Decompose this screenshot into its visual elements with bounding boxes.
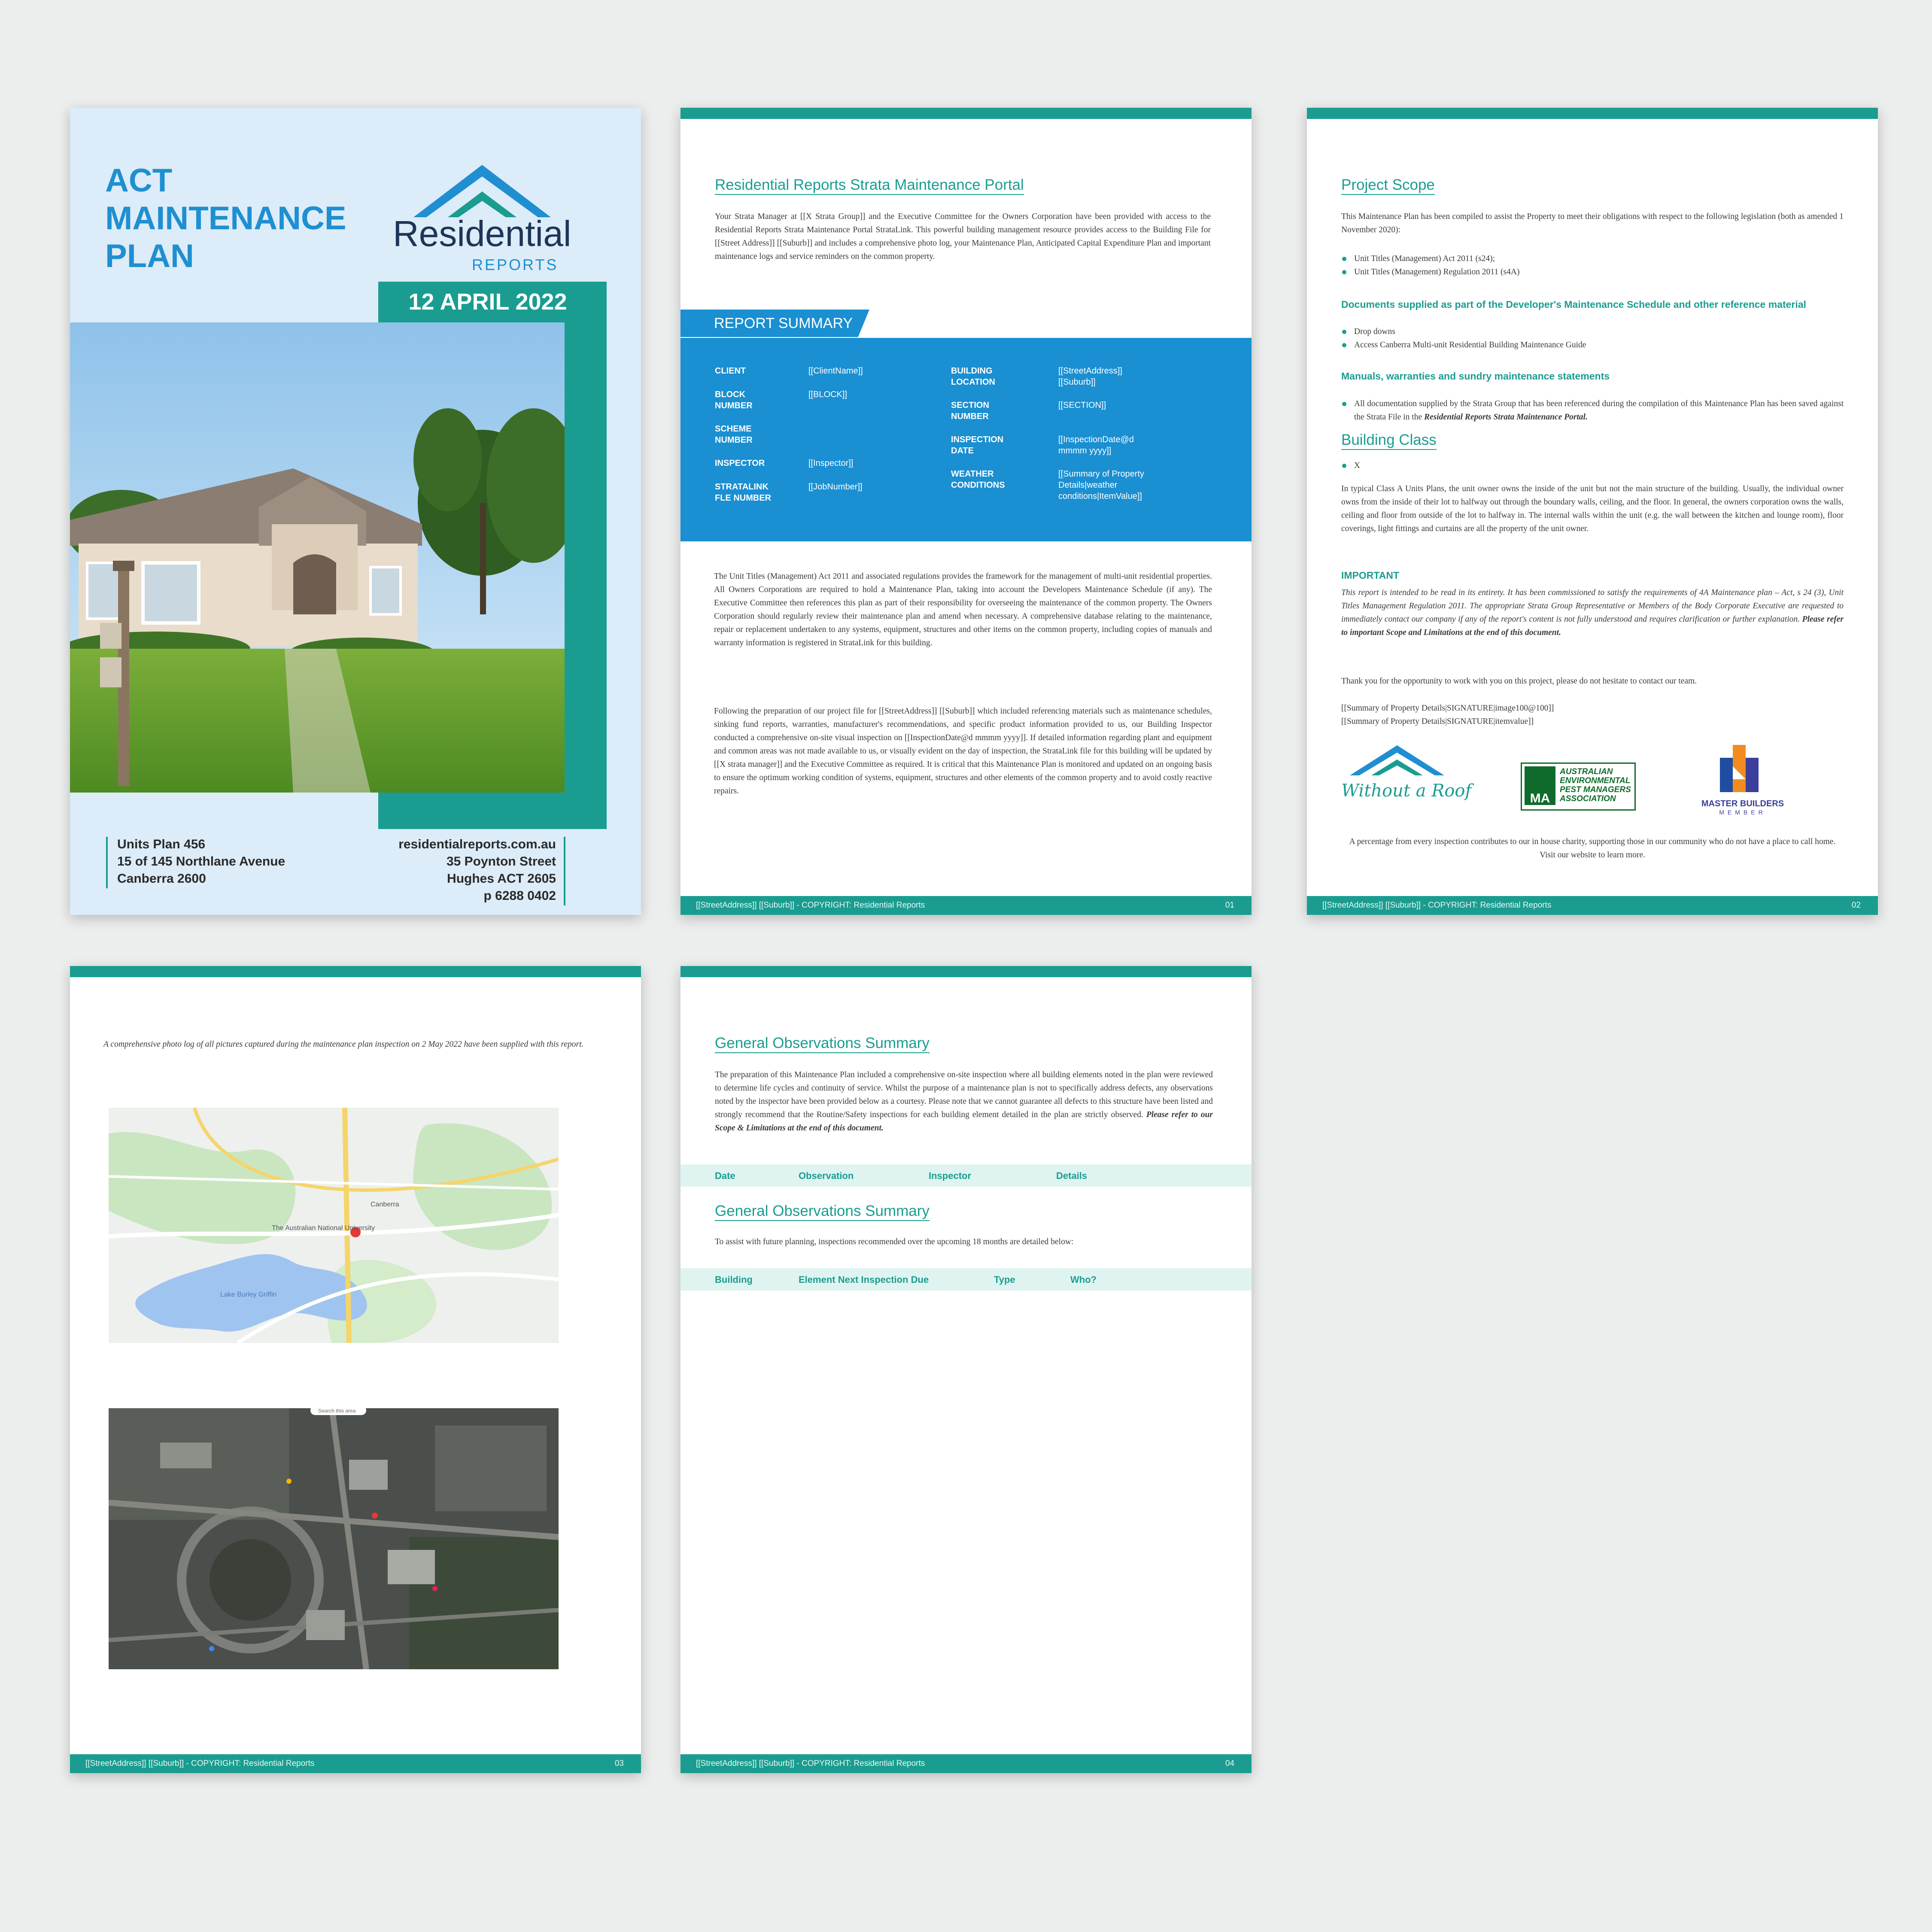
column-header: Building	[715, 1274, 753, 1285]
value-line: [[StreetAddress]]	[1058, 366, 1122, 376]
map-search-label[interactable]: Search this area	[318, 1408, 356, 1414]
cover-title-line: MAINTENANCE	[105, 200, 346, 237]
mb-line: MEMBER	[1719, 809, 1766, 816]
weather-value	[1058, 468, 1144, 502]
inspector-value: [[Inspector]]	[808, 459, 854, 468]
section-heading	[715, 1035, 930, 1052]
label-line: NUMBER	[715, 435, 753, 445]
label-line: LOCATION	[951, 377, 995, 387]
page-topbar	[70, 966, 641, 977]
building-class-bullet: X	[1341, 459, 1360, 472]
label-line: DATE	[951, 446, 974, 456]
section-heading	[715, 176, 1024, 194]
footer-copyright: [[StreetAddress]] [[Suburb]] - COPYRIGHT: Residential Reports	[696, 1759, 925, 1768]
section-label	[951, 400, 989, 422]
page-03	[70, 966, 641, 1773]
ampa-logo	[1521, 762, 1636, 811]
without-a-roof-icon	[1341, 743, 1453, 778]
page-footer	[680, 1754, 1252, 1773]
scope-bullet: Unit Titles (Management) Act 2011 (s24);	[1341, 252, 1495, 265]
value-line: [[Summary of Property	[1058, 469, 1145, 479]
building-class-heading	[1341, 431, 1437, 449]
docs-heading: Documents supplied as part of the Developer's Maintenance Schedule and other reference material	[1341, 299, 1806, 310]
heading-text: Project Scope	[1341, 176, 1435, 195]
without-a-roof-logo-text: Without a Roof	[1341, 781, 1472, 801]
footer-copyright: [[StreetAddress]] [[Suburb]] - COPYRIGHT: Residential Reports	[696, 901, 925, 910]
footer-copyright: [[StreetAddress]] [[Suburb]] - COPYRIGHT: Residential Reports	[85, 1759, 315, 1768]
cover-address-rule	[106, 837, 108, 888]
master-builders-text	[1693, 799, 1792, 816]
heading-text: General Observations Summary	[715, 1035, 930, 1053]
value-line: [[InspectionDate@d	[1058, 435, 1134, 444]
section-heading	[1341, 176, 1435, 194]
class-paragraph: In typical Class A Units Plans, the unit owner owns the inside of the unit but not the main structure of the building. Usually, the individual owner owns from the inside of their lot to halfway out through the boundary walls, ceiling, and the floor. In general, the owners corporation owns the walls, ceiling and floor from outside of the lot to halfway in. The internal walls within the unit (e.g. the wall between the kitchen and lounge room), floor coverings, light fittings and curtains are all the property of the unit owner.	[1341, 484, 1844, 533]
stratalink-label	[715, 481, 771, 504]
ampa-line: AUSTRALIAN	[1560, 767, 1613, 776]
heading-text: General Observations Summary	[715, 1203, 930, 1221]
future-planning-text: To assist with future planning, inspections recommended over the upcoming 18 months are detailed below:	[715, 1237, 1074, 1246]
website-link[interactable]: residentialreports.com.au	[398, 837, 556, 851]
map-label: Canberra	[371, 1201, 399, 1208]
column-header: Date	[715, 1170, 735, 1181]
ampa-mark-icon	[1525, 766, 1555, 805]
manuals-bullet	[1341, 397, 1844, 424]
value-line: [[Suburb]]	[1058, 377, 1096, 387]
ampa-logo-text	[1560, 767, 1631, 803]
observations-text: The preparation of this Maintenance Plan included a comprehensive on-site inspection where all building elements noted in the plan were reviewed to determine life cycles and continuity of service. Whilst the purpose of a maintenance plan is not to specifically address defects, any observations noted by the inspector have been provided below as a courtesy. Please note that we cannot guarantee all defects to this structure have been listed and strongly recommend that the Routine/Safety inspections for each building element detailed in the plan are strictly observed.	[715, 1070, 1213, 1119]
cover-date: 12 APRIL 2022	[408, 289, 567, 315]
ampa-line: PEST MANAGERS	[1560, 785, 1631, 794]
address-line: Units Plan 456	[117, 837, 206, 851]
ampa-line: ENVIRONMENTAL	[1560, 776, 1631, 785]
observations-paragraph	[715, 1068, 1213, 1135]
cover-contact	[398, 836, 556, 905]
heading-text: Residential Reports Strata Maintenance Portal	[715, 176, 1024, 195]
page-topbar	[680, 966, 1252, 977]
label-line: CONDITIONS	[951, 480, 1005, 490]
page-number: 03	[614, 1759, 624, 1768]
label-line: NUMBER	[951, 412, 989, 421]
page-footer	[1307, 896, 1878, 915]
building-label	[951, 365, 995, 388]
logo-sub: REPORTS	[472, 256, 559, 273]
inspection-date-label	[951, 434, 1003, 456]
value-line: Details|weather	[1058, 480, 1118, 490]
street-map	[109, 1108, 559, 1343]
intro-paragraph: Your Strata Manager at [[X Strata Group]] and the Executive Committee for the Owners Corporation have been provided with access to the Residential Reports Strata Maintenance Portal StrataLink. This powerful building management resource provides access to the Building File for [[Street Address]] [[Suburb]] and includes a comprehensive photo log, your Maintenance Plan, Anticipated Capital Expenditure Plan and important maintenance logs and service reminders on the common property.	[715, 212, 1211, 261]
page-04	[680, 966, 1252, 1773]
page-footer	[680, 896, 1252, 915]
page-number: 04	[1225, 1759, 1234, 1768]
cover-page	[70, 108, 641, 915]
map-label: Lake Burley Griffin	[220, 1291, 277, 1298]
page-number: 02	[1851, 901, 1861, 910]
page-footer	[70, 1754, 641, 1773]
master-builders-icon	[1716, 741, 1767, 796]
phone-number: p 6288 0402	[483, 889, 556, 903]
label-line: BLOCK	[715, 390, 746, 399]
important-heading: IMPORTANT	[1341, 570, 1400, 581]
label-line: BUILDING	[951, 366, 993, 376]
mb-line: MASTER BUILDERS	[1701, 799, 1784, 808]
charity-text: A percentage from every inspection contributes to our in house charity, supporting those in our community who do not have a place to call home. Visit our website to learn more.	[1349, 837, 1836, 860]
column-header: Observation	[799, 1170, 854, 1181]
thanks-text: Thank you for the opportunity to work with you on this project, please do not hesitate to contact our team.	[1341, 677, 1697, 686]
label-line: STRATALINK	[715, 482, 769, 492]
page-02	[1307, 108, 1878, 915]
page-01	[680, 108, 1252, 915]
summary-tab-label: REPORT SUMMARY	[714, 315, 853, 331]
cover-contact-rule	[564, 837, 565, 905]
page-topbar	[680, 108, 1252, 119]
manuals-heading: Manuals, warranties and sundry maintenance statements	[1341, 371, 1610, 382]
important-bold: Please refer to important Scope and Limitations at the end of this document.	[1341, 615, 1844, 637]
column-header: Details	[1056, 1170, 1088, 1181]
column-header: Type	[994, 1274, 1015, 1285]
observations-table-header	[680, 1164, 1252, 1187]
block-label	[715, 389, 753, 411]
scope-bullet: Unit Titles (Management) Regulation 2011 (s4A)	[1341, 265, 1519, 279]
docs-bullet: Drop downs	[1341, 325, 1395, 338]
address-line: 15 of 145 Northlane Avenue	[117, 854, 286, 869]
scheme-label	[715, 423, 753, 446]
section-heading	[715, 1203, 930, 1220]
contact-line: 35 Poynton Street	[446, 854, 556, 869]
label-line: INSPECTION	[951, 435, 1004, 444]
scope-intro: This Maintenance Plan has been compiled to assist the Property to meet their obligations with respect to the following legislation (both as amended 1 November 2020):	[1341, 212, 1844, 234]
label-line: WEATHER	[951, 469, 994, 479]
client-value: [[ClientName]]	[808, 366, 863, 376]
column-header: Element Next Inspection Due	[799, 1274, 929, 1285]
label-line: SCHEME	[715, 424, 752, 434]
logo-name: Residential	[393, 213, 571, 254]
stratalink-value: [[JobNumber]]	[808, 482, 863, 492]
label-line: FLE NUMBER	[715, 493, 772, 503]
inspector-label: INSPECTOR	[715, 459, 765, 468]
manuals-bold: Residential Reports Strata Maintenance Portal.	[1424, 413, 1588, 422]
important-paragraph	[1341, 586, 1844, 639]
signature-line: [[Summary of Property Details|SIGNATURE|itemvalue]]	[1341, 717, 1534, 726]
docs-bullet: Access Canberra Multi-unit Residential Building Maintenance Guide	[1341, 338, 1586, 352]
house-photo	[70, 322, 565, 793]
section-value: [[SECTION]]	[1058, 401, 1106, 410]
cover-title-line: PLAN	[105, 238, 194, 274]
photo-log-caption: A comprehensive photo log of all pictures captured during the maintenance plan inspection on 2 May 2022 have been supplied with this report.	[103, 1040, 584, 1049]
ampa-mark-text: MA	[1530, 791, 1550, 805]
building-value	[1058, 365, 1122, 388]
inspection-date-value	[1058, 434, 1134, 456]
address-line: Canberra 2600	[117, 872, 206, 886]
map-label: The Australian National University	[272, 1224, 375, 1232]
value-line: conditions|ItemValue]]	[1058, 492, 1142, 501]
cover-title	[105, 162, 346, 275]
important-text: This report is intended to be read in its entirety. It has been commissioned to satisfy the requirements of 4A Maintenance plan – Act, s 24 (3), Unit Titles Management Regulation 2011. The appropriate Strata Group Representative or Members of the Body Corporate Executive are requested to immediately contact our company if any of the report's content is not fully understood and requires clarification or further explanation.	[1341, 588, 1844, 624]
client-label: CLIENT	[715, 366, 746, 376]
label-line: SECTION	[951, 401, 989, 410]
inspection-paragraph: Following the preparation of our project file for [[StreetAddress]] [[Suburb]] which included referencing materials such as maintenance schedules, sinking fund reports, warranties, manufacturer's recommendations, and specific product information provided to us, our Building Inspector conducted a comprehensive on-site visual inspection on [[InspectionDate@d mmmm yyyy]]. If detailed information regarding plant and equipment and common areas was not made available to us, or visually evident on the day of inspection, the StrataLink file for this building will be updated by [[X strata manager]] and the Executive Committee as required. It is critical that this Maintenance Plan is monitored and updated on an ongoing basis to ensure the optimum working condition of systems, equipment, structures and other elements of the common property and to avoid costly reactive repairs.	[714, 707, 1212, 796]
column-header: Inspector	[929, 1170, 972, 1181]
page-topbar	[1307, 108, 1878, 119]
satellite-map	[109, 1408, 559, 1669]
value-line: mmmm yyyy]]	[1058, 446, 1112, 456]
column-header: Who?	[1070, 1274, 1097, 1285]
ampa-line: ASSOCIATION	[1560, 794, 1616, 803]
label-line: NUMBER	[715, 401, 753, 410]
cover-address	[117, 836, 285, 887]
heading-text: Building Class	[1341, 431, 1437, 450]
manuals-text: All documentation supplied by the Strata Group that has been referenced during the compilation of this Maintenance Plan has been saved against the Strata File in the	[1354, 399, 1844, 422]
residential-reports-logo-icon	[396, 157, 568, 219]
observations-bold: Please refer to our Scope & Limitations at the end of this document.	[715, 1110, 1213, 1133]
contact-line: Hughes ACT 2605	[447, 872, 556, 886]
signature-line: [[Summary of Property Details|SIGNATURE|image100@100]]	[1341, 704, 1554, 713]
page-number: 01	[1225, 901, 1234, 910]
cover-title-line: ACT	[105, 162, 173, 199]
weather-label	[951, 468, 1005, 491]
inspections-table-header	[680, 1268, 1252, 1291]
framework-paragraph: The Unit Titles (Management) Act 2011 and associated regulations provides the framework for the management of multi-unit residential properties. All Owners Corporations are required to hold a Maintenance Plan, taking into account the Developers Maintenance Schedule (if any). The Executive Committee then references this plan as part of their responsibility for overseeing the maintenance of the common property. The Owners Corporation should regularly review their maintenance plan and amend when necessary. A comprehensive database relating to the maintenance, repair or replacement undertaken to any systems, equipment, structures and other items on the common property, including copies of manuals and warranty information is registered in StrataLink for this building.	[714, 572, 1212, 647]
block-value: [[BLOCK]]	[808, 390, 848, 399]
summary-underline	[680, 337, 1252, 338]
footer-copyright: [[StreetAddress]] [[Suburb]] - COPYRIGHT: Residential Reports	[1322, 901, 1552, 910]
